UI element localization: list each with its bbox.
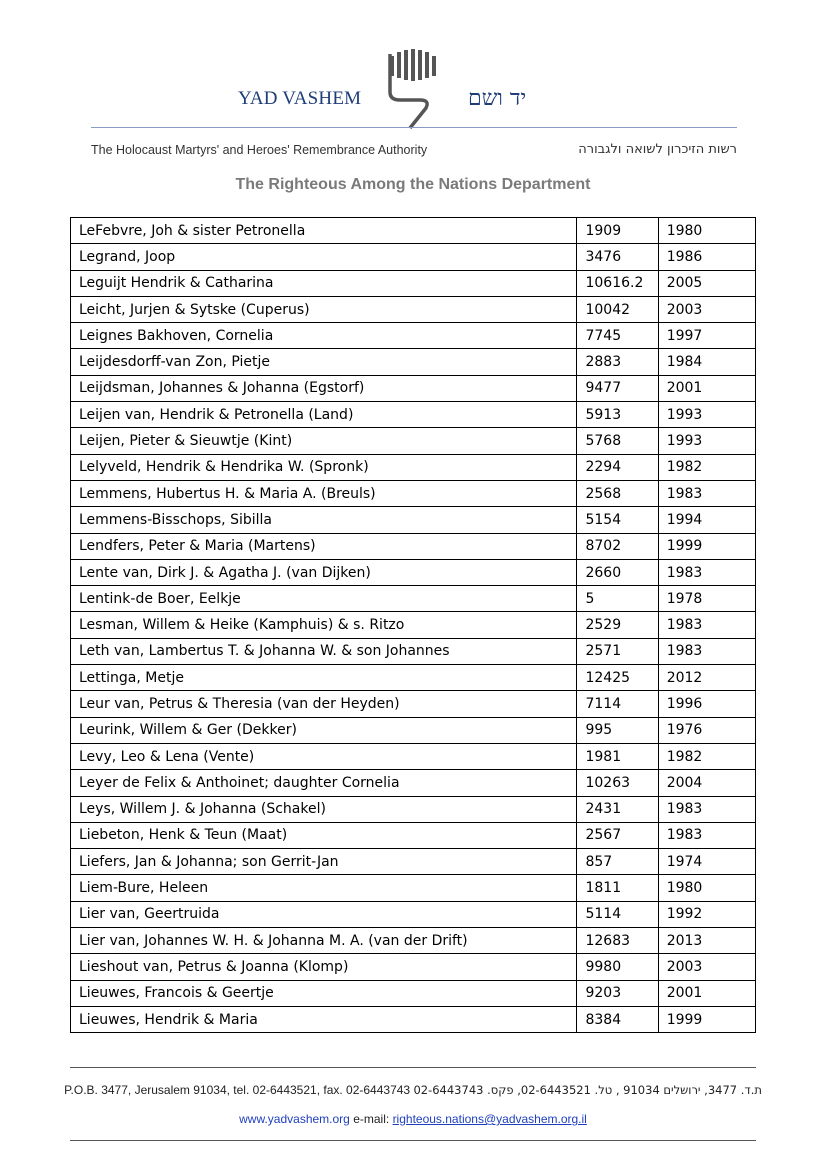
file-number-cell: 10616.2 (577, 270, 658, 296)
year-cell: 1983 (658, 796, 755, 822)
table-row (71, 1006, 756, 1032)
table-row (71, 454, 756, 480)
year-cell: 1980 (658, 875, 755, 901)
year-cell: 1994 (658, 507, 755, 533)
file-number-cell: 10042 (577, 296, 658, 322)
year-cell: 2004 (658, 770, 755, 796)
table-row (71, 875, 756, 901)
name-cell: Leijdesdorff-van Zon, Pietje (71, 349, 577, 375)
name-cell: Leth van, Lambertus T. & Johanna W. & son Johannes (71, 638, 577, 664)
year-cell: 1978 (658, 586, 755, 612)
table-row (71, 218, 756, 244)
name-cell: Liebeton, Henk & Teun (Maat) (71, 822, 577, 848)
department-title: The Righteous Among the Nations Department (235, 176, 591, 193)
year-cell: 1976 (658, 717, 755, 743)
file-number-cell: 1909 (577, 218, 658, 244)
name-cell: Legrand, Joop (71, 244, 577, 270)
year-cell: 2012 (658, 665, 755, 691)
year-cell: 1983 (658, 822, 755, 848)
year-cell: 1984 (658, 349, 755, 375)
file-number-cell: 1811 (577, 875, 658, 901)
yad-vashem-memorial-logo-icon (386, 48, 438, 130)
table-row (71, 375, 756, 401)
table-row (71, 586, 756, 612)
table-row (71, 507, 756, 533)
year-cell: 1974 (658, 849, 755, 875)
righteous-records-table (70, 217, 756, 1033)
name-cell: Lettinga, Metje (71, 665, 577, 691)
year-cell: 1982 (658, 743, 755, 769)
file-number-cell: 2431 (577, 796, 658, 822)
year-cell: 1983 (658, 480, 755, 506)
table-row (71, 296, 756, 322)
authority-line (91, 142, 737, 157)
table-row (71, 480, 756, 506)
year-cell: 1983 (658, 638, 755, 664)
file-number-cell: 995 (577, 717, 658, 743)
file-number-cell: 857 (577, 849, 658, 875)
file-number-cell: 2567 (577, 822, 658, 848)
website-link[interactable]: www.yadvashem.org (239, 1112, 350, 1126)
file-number-cell: 2529 (577, 612, 658, 638)
name-cell: Leicht, Jurjen & Sytske (Cuperus) (71, 296, 577, 322)
footer-top-divider (70, 1067, 756, 1068)
name-cell: Leys, Willem J. & Johanna (Schakel) (71, 796, 577, 822)
year-cell: 2003 (658, 954, 755, 980)
year-cell: 1996 (658, 691, 755, 717)
table-row (71, 323, 756, 349)
year-cell: 2013 (658, 928, 755, 954)
file-number-cell: 9203 (577, 980, 658, 1006)
authority-name-hebrew: רשות הזיכרון לשואה ולגבורה (578, 142, 737, 157)
name-cell: Leyer de Felix & Anthoinet; daughter Cornelia (71, 770, 577, 796)
name-cell: Leijen van, Hendrik & Petronella (Land) (71, 402, 577, 428)
year-cell: 1983 (658, 612, 755, 638)
file-number-cell: 2294 (577, 454, 658, 480)
name-cell: Liefers, Jan & Johanna; son Gerrit-Jan (71, 849, 577, 875)
email-link[interactable]: righteous.nations@yadvashem.org.il (392, 1112, 587, 1126)
table-row (71, 665, 756, 691)
table-row (71, 822, 756, 848)
name-cell: Leurink, Willem & Ger (Dekker) (71, 717, 577, 743)
name-cell: Lieshout van, Petrus & Joanna (Klomp) (71, 954, 577, 980)
table-row (71, 980, 756, 1006)
file-number-cell: 1981 (577, 743, 658, 769)
name-cell: Leguijt Hendrik & Catharina (71, 270, 577, 296)
brand-name-english: YAD VASHEM (238, 88, 362, 109)
file-number-cell: 10263 (577, 770, 658, 796)
file-number-cell: 12683 (577, 928, 658, 954)
year-cell: 2005 (658, 270, 755, 296)
year-cell: 1993 (658, 402, 755, 428)
records-table-body (71, 218, 756, 1033)
file-number-cell: 5114 (577, 901, 658, 927)
name-cell: Lieuwes, Francois & Geertje (71, 980, 577, 1006)
footer-contact (0, 1112, 826, 1126)
file-number-cell: 12425 (577, 665, 658, 691)
table-row (71, 796, 756, 822)
file-number-cell: 5154 (577, 507, 658, 533)
table-row (71, 928, 756, 954)
name-cell: Lente van, Dirk J. & Agatha J. (van Dijken) (71, 559, 577, 585)
table-row (71, 638, 756, 664)
name-cell: Levy, Leo & Lena (Vente) (71, 743, 577, 769)
file-number-cell: 2883 (577, 349, 658, 375)
file-number-cell: 7745 (577, 323, 658, 349)
name-cell: Lieuwes, Hendrik & Maria (71, 1006, 577, 1032)
year-cell: 1980 (658, 218, 755, 244)
table-row (71, 533, 756, 559)
year-cell: 1999 (658, 1006, 755, 1032)
name-cell: Lier van, Geertruida (71, 901, 577, 927)
file-number-cell: 2568 (577, 480, 658, 506)
name-cell: Leijdsman, Johannes & Johanna (Egstorf) (71, 375, 577, 401)
table-row (71, 559, 756, 585)
file-number-cell: 5768 (577, 428, 658, 454)
year-cell: 1986 (658, 244, 755, 270)
table-row (71, 402, 756, 428)
name-cell: Lentink-de Boer, Eelkje (71, 586, 577, 612)
table-row (71, 244, 756, 270)
year-cell: 1983 (658, 559, 755, 585)
file-number-cell: 7114 (577, 691, 658, 717)
footer-address-hebrew: ת.ד. 3477, ירושלים 91034 , טל. 02-6443521, פקס. 02-6443743 (413, 1083, 762, 1097)
name-cell: Leignes Bakhoven, Cornelia (71, 323, 577, 349)
name-cell: Lemmens-Bisschops, Sibilla (71, 507, 577, 533)
header-divider (91, 127, 737, 128)
footer-address (0, 1083, 826, 1097)
name-cell: Lesman, Willem & Heike (Kamphuis) & s. Ritzo (71, 612, 577, 638)
file-number-cell: 8702 (577, 533, 658, 559)
year-cell: 1993 (658, 428, 755, 454)
year-cell: 2001 (658, 980, 755, 1006)
table-row (71, 901, 756, 927)
table-row (71, 270, 756, 296)
file-number-cell: 8384 (577, 1006, 658, 1032)
name-cell: Lendfers, Peter & Maria (Martens) (71, 533, 577, 559)
table-row (71, 349, 756, 375)
brand-name-hebrew: יד ושם (468, 86, 527, 111)
table-row (71, 849, 756, 875)
file-number-cell: 9980 (577, 954, 658, 980)
footer-bottom-divider (70, 1140, 756, 1141)
table-row (71, 717, 756, 743)
name-cell: Leur van, Petrus & Theresia (van der Heyden) (71, 691, 577, 717)
year-cell: 1999 (658, 533, 755, 559)
file-number-cell: 3476 (577, 244, 658, 270)
year-cell: 1982 (658, 454, 755, 480)
year-cell: 1992 (658, 901, 755, 927)
table-row (71, 954, 756, 980)
name-cell: Leijen, Pieter & Sieuwtje (Kint) (71, 428, 577, 454)
year-cell: 2003 (658, 296, 755, 322)
file-number-cell: 5 (577, 586, 658, 612)
authority-name-english: The Holocaust Martyrs' and Heroes' Remembrance Authority (91, 142, 428, 157)
name-cell: Lier van, Johannes W. H. & Johanna M. A. (van der Drift) (71, 928, 577, 954)
footer-address-english: P.O.B. 3477, Jerusalem 91034, tel. 02-6443521, fax. 02-6443743 (64, 1083, 411, 1097)
table-row (71, 428, 756, 454)
table-row (71, 743, 756, 769)
page-header (0, 0, 826, 175)
name-cell: LeFebvre, Joh & sister Petronella (71, 218, 577, 244)
name-cell: Lelyveld, Hendrik & Hendrika W. (Spronk) (71, 454, 577, 480)
file-number-cell: 2571 (577, 638, 658, 664)
table-row (71, 691, 756, 717)
file-number-cell: 9477 (577, 375, 658, 401)
table-row (71, 770, 756, 796)
name-cell: Lemmens, Hubertus H. & Maria A. (Breuls) (71, 480, 577, 506)
email-label: e-mail: (353, 1112, 390, 1126)
year-cell: 1997 (658, 323, 755, 349)
file-number-cell: 5913 (577, 402, 658, 428)
file-number-cell: 2660 (577, 559, 658, 585)
year-cell: 2001 (658, 375, 755, 401)
name-cell: Liem-Bure, Heleen (71, 875, 577, 901)
table-row (71, 612, 756, 638)
